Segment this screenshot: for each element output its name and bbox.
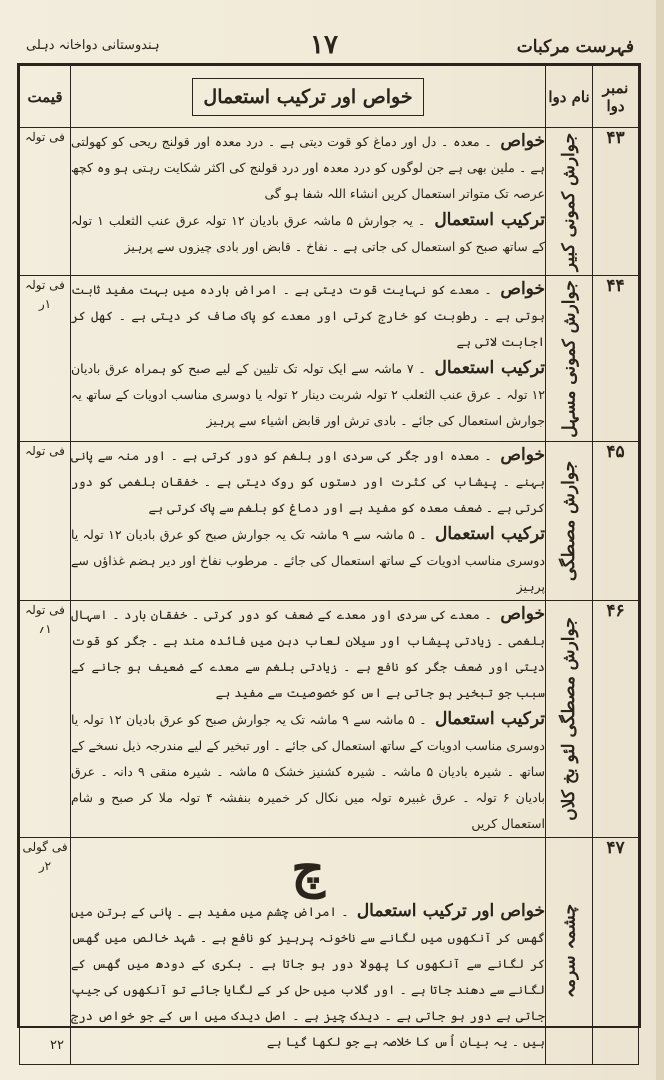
row-name-cell [546,838,593,1065]
tarkeeb-text: یہ جوارش ۵ ماشہ عرق بادیان ۱۲ تولہ عرق عنب الثعلب ۱ تولہ کے ساتھ صبح کو استعمال کی جاتی ہے ۔ نفاخ ۔ قابض اور بادی چیزوں سے پرہیز [71,213,545,254]
khawas-label: خواص [500,131,545,151]
price-value: ۱ر [38,297,52,312]
khawas-text: معدے کو نہایت قوت دیتی ہے ۔ امراض باردہ میں بہت مفید ثابت ہوتی ہے ۔ رطوبت کو خارج کرتی اور معدے کو پاک صاف کر دیتی ہے ۔ کھل کر اجابت لاتی ہے [71,282,545,349]
row-number: ۴۶ [593,601,639,838]
price-value: ۱؍ [38,622,52,637]
header-price: قیمت [20,66,71,128]
header-publisher: ہندوستانی دواخانہ دہلی [26,38,160,53]
row-name: جوارش مصطگی [559,460,579,582]
table-row [20,128,639,276]
section-letter: چ [291,838,325,899]
price-unit: فی تولہ [25,444,65,458]
table-header-row [20,66,639,128]
table-row [20,276,639,442]
row-price [20,276,71,442]
header-number: نمبر دوا [593,66,639,128]
row-name-cell [546,276,593,442]
tarkeeb-label: ترکیب استعمال [434,210,545,230]
khawas-label: خواص اور ترکیب استعمال [356,901,545,921]
page-spine-shadow [656,0,664,1080]
row-body: چ خواص اور ترکیب استعمال ۔ امراض چشم میں مفید ہے ۔ پانی کے برتن میں گھس کر آنکھوں میں لگانے سے ناخونہ پرہیز کو نافع ہے ۔ شہد خالص میں گھس کر لگانے سے آنکھوں کا پھولا دور ہو جاتا ہے ۔ بکری کے دودھ میں گھس کے لگانے سے دھند جاتا ہے ۔ اور گلاب میں حل کر کے لگایا جائے تو آنکھوں کی جیپ جاتی ہے دور ہو جاتی ہے ۔ دیدک چیز ہے ۔ اصل دیدک میں اس کے جو خواص درج ہیں ۔ یہ بیان اُس کا خلاصہ ہے جو لکھا گیا ہے [71,838,546,1065]
row-name-cell [546,442,593,601]
row-price [20,128,71,276]
row-body: خواص ۔ معدہ اور جگر کی سردی اور بلغم کو دور کرتی ہے ۔ اور منہ سے پانی بہنے ۔ پیشاب کی کثرت اور دستوں کو روک دیتی ہے ۔ خفقان بلغمی کو دور کرتی ہے ۔ ضعف معدہ کو مفید ہے اور دماغ کو بلغم سے پاک کرتی ہے ترکیب استعمال ۔ ۵ ماشہ سے ۹ ماشہ تک یہ جوارش صبح کو عرق بادیان ۱۲ تولہ یا دوسری مناسب ادویات کے ساتھ استعمال کی جائے ۔ مرطوب نفاخ اور دیر ہضم غذاؤں سے پرہیز [71,442,546,601]
row-number: ۴۵ [593,442,639,601]
row-name: چشمہ سرمہ [559,903,580,999]
medicine-table [19,65,639,1065]
price-unit: فی تولہ [25,278,65,292]
table-row [20,601,639,838]
row-name: جوارش کمونی مسہل [559,279,580,438]
running-header [0,28,664,68]
khawas-label: خواص [500,279,545,299]
tarkeeb-label: ترکیب استعمال [434,358,545,378]
row-body: خواص ۔ معدے کی سردی اور معدے کے ضعف کو دور کرتی ۔ خفقان بارد ۔ اسہال بلغمی ۔ زیادتی پیشاب اور سیلان لعاب دہن میں فائدہ مند ہے ۔ جگر کو قوت دیتی اور ضعف جگر کو نافع ہے ۔ زیادتی بلغم سے معدے کے ضعیف ہو جانے کے سبب جو تبخیر ہو جاتی ہے اس کو خصوصیت سے مفید ہے ترکیب استعمال ۔ ۵ ماشہ سے ۹ ماشہ تک یہ جوارش صبح کو عرق بادیان ۱۲ تولہ یا دوسری مناسب ادویات کے ساتھ استعمال کی جائے ۔ اور تبخیر کے لیے مندرجہ ذیل نسخے کے ساتھ ۔ شیرہ بادیان ۵ ماشہ ۔ شیرہ کشنیز خشک ۵ ماشہ ۔ شیرہ منقی ۹ دانہ ۔ عرق بادیان ۶ تولہ ۔ عرق غبیرہ تولہ میں نکال کر خمیرہ بنفشہ ۴ تولہ ملا کر صبح و شام استعمال کریں [71,601,546,838]
table-row [20,442,639,601]
header-body-title: خواص اور ترکیب استعمال [192,78,424,116]
row-price [20,442,71,601]
khawas-text: امراض چشم میں مفید ہے ۔ پانی کے برتن میں گھس کر آنکھوں میں لگانے سے ناخونہ پرہیز کو نافع ہے ۔ شہد خالص میں گھس کر لگانے سے آنکھوں کا پھولا دور ہو جاتا ہے ۔ بکری کے دودھ میں گھس کے لگانے سے دھند جاتا ہے ۔ اور گلاب میں حل کر کے لگایا جائے تو آنکھوں کی جیپ جاتی ہے دور ہو جاتی ہے ۔ دیدک چیز ہے ۔ اصل دیدک میں اس کے جو خواص درج ہیں ۔ یہ بیان اُس کا خلاصہ ہے جو لکھا گیا ہے [71,904,545,1049]
row-number: ۴۷ [593,838,639,1065]
row-name: جوارش مصطگی لئو بخ کلاں [559,617,579,821]
row-name-cell [546,601,593,838]
khawas-text: معدے کی سردی اور معدے کے ضعف کو دور کرتی ۔ خفقان بارد ۔ اسہال بلغمی ۔ زیادتی پیشاب اور سیلان لعاب دہن میں فائدہ مند ہے ۔ جگر کو قوت دیتی اور ضعف جگر کو نافع ہے ۔ زیادتی بلغم سے معدے کے ضعیف ہو جانے کے سبب جو تبخیر ہو جاتی ہے اس کو خصوصیت سے مفید ہے [71,607,545,700]
row-number: ۴۴ [593,276,639,442]
row-price [20,838,71,1065]
tarkeeb-label: ترکیب استعمال [434,524,545,544]
khawas-label: خواص [500,445,545,465]
price-unit: فی تولہ [25,603,65,617]
row-name: جوارش کمونی کبیر [559,132,579,271]
page-number: ۱۷ [310,30,338,60]
price-unit: فی گولی [22,840,68,854]
tarkeeb-text: ۵ ماشہ سے ۹ ماشہ تک یہ جوارش صبح کو عرق بادیان ۱۲ تولہ یا دوسری مناسب ادویات کے ساتھ استعمال کی جائے ۔ اور تبخیر کے لیے مندرجہ ذیل نسخے کے ساتھ ۔ شیرہ بادیان ۵ ماشہ ۔ شیرہ کشنیز خشک ۵ ماشہ ۔ شیرہ منقی ۹ دانہ ۔ عرق بادیان ۶ تولہ ۔ عرق غبیرہ تولہ میں نکال کر خمیرہ بنفشہ ۴ تولہ ملا کر صبح و شام استعمال کریں [71,712,545,831]
row-body: خواص ۔ معدے کو نہایت قوت دیتی ہے ۔ امراض باردہ میں بہت مفید ثابت ہوتی ہے ۔ رطوبت کو خارج کرتی اور معدے کو پاک صاف کر دیتی ہے ۔ کھل کر اجابت لاتی ہے ترکیب استعمال ۔ ۷ ماشہ سے ایک تولہ تک تلیین کے لیے صبح کو ہمراہ عرق بادیان ۱۲ تولہ ۔ عرق عنب الثعلب ۲ تولہ شربت دینار ۲ تولہ یا دوسری مناسب ادویات کے ساتھ یہ جوارش استعمال کی جائے ۔ بادی ترش اور قابض اشیاء سے پرہیز [71,276,546,442]
row-body: خواص ۔ معدہ ۔ دل اور دماغ کو قوت دیتی ہے ۔ درد معدہ اور قولنج ریحی کو کھولتی ہے ۔ ملین بھی ہے جن لوگوں کو درد معدہ اور درد قولنج کی اکثر شکایت رہتی ہو وہ کچھ عرصہ تک متواتر استعمال کریں انشاء اللہ شفا ہو گی ترکیب استعمال ۔ یہ جوارش ۵ ماشہ عرق بادیان ۱۲ تولہ عرق عنب الثعلب ۱ تولہ کے ساتھ صبح کو استعمال کی جاتی ہے ۔ نفاخ ۔ قابض اور بادی چیزوں سے پرہیز [71,128,546,276]
tarkeeb-text: ۷ ماشہ سے ایک تولہ تک تلیین کے لیے صبح کو ہمراہ عرق بادیان ۱۲ تولہ ۔ عرق عنب الثعلب ۲ تولہ شربت دینار ۲ تولہ یا دوسری مناسب ادویات کے ساتھ یہ جوارش استعمال کی جائے ۔ بادی ترش اور قابض اشیاء سے پرہیز [71,361,546,428]
tarkeeb-label: ترکیب استعمال [434,709,545,729]
price-value: ۲ر [38,859,52,874]
price-unit: فی تولہ [25,130,65,144]
tarkeeb-text: ۵ ماشہ سے ۹ ماشہ تک یہ جوارش صبح کو عرق بادیان ۱۲ تولہ یا دوسری مناسب ادویات کے ساتھ استعمال کی جائے ۔ مرطوب نفاخ اور دیر ہضم غذاؤں سے پرہیز [71,527,545,594]
row-name-cell [546,128,593,276]
khawas-text: معدہ ۔ دل اور دماغ کو قوت دیتی ہے ۔ درد معدہ اور قولنج ریحی کو کھولتی ہے ۔ ملین بھی ہے جن لوگوں کو درد معدہ اور درد قولنج کی اکثر شکایت رہتی ہو وہ کچھ عرصہ تک متواتر استعمال کریں انشاء اللہ شفا ہو گی [71,134,545,201]
row-number: ۴۳ [593,128,639,276]
khawas-text: معدہ اور جگر کی سردی اور بلغم کو دور کرتی ہے ۔ اور منہ سے پانی بہنے ۔ پیشاب کی کثرت اور دستوں کو روک دیتی ہے ۔ خفقان بلغمی کو دور کرتی ہے ۔ ضعف معدہ کو مفید ہے اور دماغ کو بلغم سے پاک کرتی ہے [71,448,545,515]
header-name: نام دوا [546,66,593,128]
table-row [20,838,639,1065]
row-price [20,601,71,838]
header-section-title: فہرست مرکبات [516,37,634,57]
header-body [71,66,546,128]
footer-mark: ۲۲ [50,1038,64,1053]
khawas-label: خواص [500,604,545,624]
